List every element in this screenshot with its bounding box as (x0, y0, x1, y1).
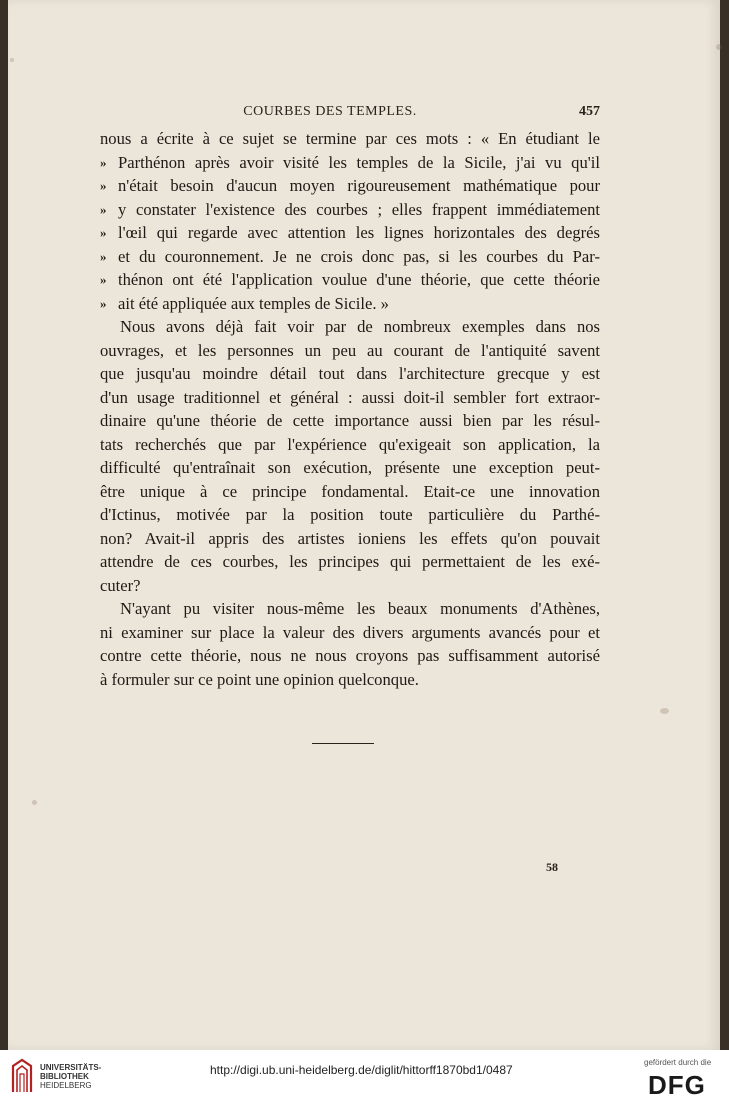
text-line (100, 362, 600, 386)
paper-speck (10, 58, 14, 62)
text-line (100, 503, 600, 527)
text-line (100, 433, 600, 457)
body-text (100, 127, 600, 691)
paper-speck (716, 44, 722, 50)
text-line-content: thénon ont été l'application voulue d'une théorie, que cette théorie (118, 270, 600, 289)
text-line-content: et du couronnement. Je ne crois donc pas, si les courbes du Par- (118, 246, 600, 266)
text-line-content: à formuler sur ce point une opinion quelconque. (100, 669, 419, 689)
text-line (100, 409, 600, 433)
text-line-content: ouvrages, et les personnes un peu au courant de l'antiquité savent (100, 340, 600, 360)
text-line (100, 198, 600, 222)
text-line (100, 386, 600, 410)
text-line-content: contre cette théorie, nous ne nous croyons pas suffisamment autorisé (100, 646, 600, 665)
text-line (100, 339, 600, 363)
text-line (100, 668, 600, 692)
text-line-content: nous a écrite à ce sujet se termine par ces mots : « En étudiant le (100, 129, 600, 148)
text-line (100, 644, 600, 668)
text-line-content: tats recherchés que par l'expérience qu'exigeait son application, la (100, 434, 600, 454)
library-name (40, 1063, 101, 1090)
text-line-content: ni examiner sur place la valeur des divers arguments avancés pour et (100, 622, 600, 642)
running-title: COURBES DES TEMPLES. (243, 104, 417, 119)
funding-label: gefördert durch die (644, 1058, 712, 1067)
text-line (100, 174, 600, 198)
text-line (100, 527, 600, 551)
text-line-content: ait été appliquée aux temples de Sicile. » (118, 293, 389, 313)
quote-mark: » (100, 225, 107, 240)
text-line-content: Nous avons déjà fait voir par de nombreux exemples dans nos (120, 317, 600, 336)
quote-mark: » (100, 248, 107, 264)
footer-bar (0, 1050, 729, 1106)
text-line (100, 621, 600, 645)
text-line (100, 597, 600, 621)
text-line (100, 574, 600, 598)
text-line-content: attendre de ces courbes, les principes qui permettaient de les exé- (100, 552, 600, 571)
quote-mark: » (100, 178, 107, 193)
text-line (100, 268, 600, 292)
text-line (100, 480, 600, 504)
university-library-logo-icon (10, 1058, 34, 1094)
text-line (100, 127, 600, 151)
library-line-3: HEIDELBERG (40, 1081, 92, 1090)
text-line (100, 245, 600, 269)
text-line-content: n'était besoin d'aucun moyen rigoureusement mathématique pour (118, 176, 600, 195)
dfg-logo: DFG (648, 1070, 706, 1100)
library-line-2: BIBLIOTHEK (40, 1072, 89, 1081)
text-line (100, 151, 600, 175)
text-line-content: l'œil qui regarde avec attention les lignes horizontales des degrés (118, 223, 600, 242)
paper-speck (660, 708, 669, 714)
text-line-content: d'Ictinus, motivée par la position toute particulière du Parthé- (100, 505, 600, 524)
text-line-content: y constater l'existence des courbes ; elles frappent immédiatement (118, 199, 600, 219)
quote-mark: » (100, 201, 107, 217)
text-line-content: que jusqu'au moindre détail tout dans l'architecture grecque y est (100, 364, 600, 383)
text-line (100, 315, 600, 339)
text-line (100, 550, 600, 574)
signature-mark: 58 (546, 860, 558, 874)
library-line-1: UNIVERSITÄTS- (40, 1063, 102, 1072)
running-head (100, 104, 600, 126)
quote-mark: » (100, 154, 107, 170)
text-line (100, 292, 600, 316)
text-line-content: d'un usage traditionnel et général : aussi doit-il sembler fort extraor- (100, 387, 600, 407)
text-line-content: N'ayant pu visiter nous-même les beaux monuments d'Athènes, (120, 599, 600, 618)
paper-speck (32, 800, 37, 805)
quote-mark: » (100, 272, 107, 287)
text-line (100, 456, 600, 480)
text-line-content: Parthénon après avoir visité les temples de la Sicile, j'ai vu qu'il (118, 152, 600, 172)
text-line (100, 221, 600, 245)
text-line-content: cuter? (100, 575, 141, 595)
text-line-content: difficulté qu'entraînait son exécution, présente une exception peut- (100, 458, 600, 477)
section-rule (312, 743, 374, 744)
quote-mark: » (100, 295, 107, 311)
text-line-content: dinaire qu'une théorie de cette importance aussi bien par les résul- (100, 411, 600, 430)
text-line-content: être unique à ce principe fondamental. Etait-ce une innovation (100, 481, 600, 501)
text-line-content: non? Avait-il appris des artistes ioniens les effets qu'on pouvait (100, 528, 600, 548)
page-number: 457 (579, 104, 600, 119)
source-url-link[interactable]: http://digi.ub.uni-heidelberg.de/diglit/hittorff1870bd1/0487 (210, 1063, 513, 1077)
